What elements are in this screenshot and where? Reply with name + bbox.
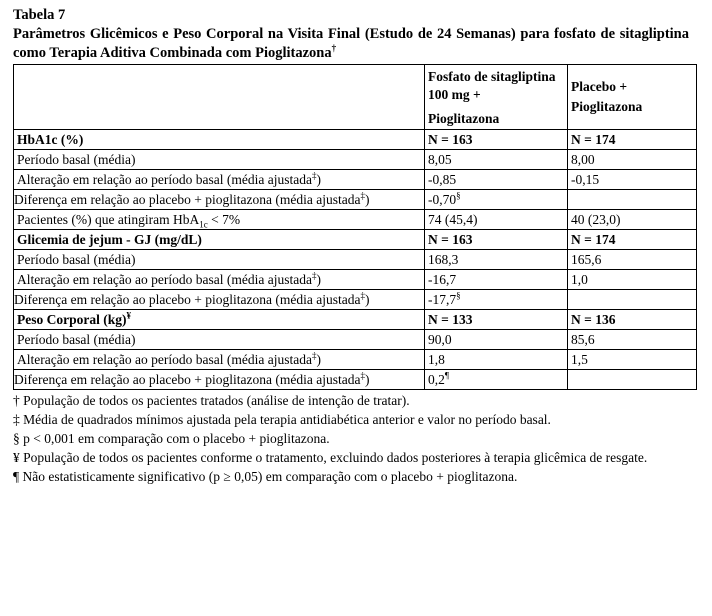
value-drug: 74 (45,4) (425, 210, 568, 230)
row-label-text: Alteração em relação ao período basal (média ajustada (17, 272, 312, 287)
table-row (14, 330, 697, 350)
value-placebo: 165,6 (568, 250, 697, 270)
table-row (14, 170, 697, 190)
value-drug (425, 290, 568, 310)
value-drug (425, 370, 568, 390)
header-placebo-line1: Placebo + (571, 79, 628, 94)
n-drug: N = 163 (425, 230, 568, 250)
header-empty-cell (14, 65, 425, 130)
value-placebo-empty (568, 190, 697, 210)
header-placebo (568, 65, 697, 130)
table-subtitle (13, 25, 689, 63)
footnote-mark: ‡ (311, 350, 317, 361)
value-placebo: 8,00 (568, 150, 697, 170)
table-row (14, 150, 697, 170)
row-label-text: Alteração em relação ao período basal (média ajustada (17, 352, 312, 367)
section-label-text: Peso Corporal (kg) (17, 312, 127, 327)
row-label-text: Pacientes (%) que atingiram HbA (17, 212, 200, 227)
table-title: Tabela 7 (13, 7, 66, 23)
footnote-mark: ¶ (444, 370, 449, 381)
table-row (14, 210, 697, 230)
value-placebo: 1,5 (568, 350, 697, 370)
header-drug (425, 65, 568, 130)
header-drug-line2: Pioglitazona (428, 111, 500, 126)
n-drug: N = 163 (425, 130, 568, 150)
value-placebo: 85,6 (568, 330, 697, 350)
value-text: -0,70 (428, 192, 457, 207)
table-row (14, 290, 697, 310)
value-drug: 90,0 (425, 330, 568, 350)
value-text: 0,2 (428, 372, 445, 387)
footnote-mark: § (456, 190, 461, 201)
footnote: ¶ Não estatisticamente significativo (p ≥ 0,05) em comparação com o placebo + pioglitazona. (13, 469, 518, 484)
section-label-text: HbA1c (%) (17, 132, 84, 147)
section-row (14, 230, 697, 250)
subtitle-footnote-mark: † (331, 43, 337, 54)
footnote: ¥ População de todos os pacientes conforme o tratamento, excluindo dados posteriores à terapia glicêmica de resgate. (13, 450, 648, 465)
header-drug-line1: Fosfato de sitagliptina 100 mg + (428, 69, 556, 102)
header-row (14, 65, 697, 130)
row-label: Período basal (média) (14, 250, 425, 270)
table-row (14, 350, 697, 370)
value-drug: -16,7 (425, 270, 568, 290)
subscript: 1c (199, 219, 208, 230)
row-label-text: Diferença em relação ao placebo + pioglitazona (média ajustada (14, 372, 361, 387)
row-label-text: < 7% (207, 212, 241, 227)
footnote: ‡ Média de quadrados mínimos ajustada pela terapia antidiabética anterior e valor no período basal. (13, 412, 551, 427)
n-drug: N = 133 (425, 310, 568, 330)
row-label: Período basal (média) (14, 330, 425, 350)
row-label: Diferença em relação ao placebo + pioglitazona (média ajustada‡) (14, 190, 425, 210)
section-label: Glicemia de jejum - GJ (mg/dL) (14, 230, 425, 250)
section-label (14, 310, 425, 330)
value-drug (425, 190, 568, 210)
footnote-mark: ¥ (126, 310, 131, 321)
n-placebo: N = 136 (568, 310, 697, 330)
footnote-mark: ‡ (311, 270, 317, 281)
value-drug: 1,8 (425, 350, 568, 370)
footnote-mark: ‡ (360, 290, 365, 301)
row-label-text: Alteração em relação ao período basal (média ajustada (17, 172, 312, 187)
row-label: Alteração em relação ao período basal (média ajustada‡) (14, 270, 425, 290)
row-label: Período basal (média) (14, 150, 425, 170)
row-label: Diferença em relação ao placebo + pioglitazona (média ajustada‡) (14, 370, 425, 390)
footnote-mark: ‡ (360, 190, 365, 201)
footnotes (13, 392, 689, 485)
value-drug: 168,3 (425, 250, 568, 270)
section-row (14, 310, 697, 330)
table-row (14, 250, 697, 270)
value-placebo: 40 (23,0) (568, 210, 697, 230)
table-row (14, 370, 697, 390)
n-placebo: N = 174 (568, 130, 697, 150)
row-label-text: Diferença em relação ao placebo + pioglitazona (média ajustada (14, 192, 361, 207)
footnote-mark: § (456, 290, 461, 301)
data-table (13, 64, 697, 390)
row-label: Alteração em relação ao período basal (média ajustada‡) (14, 170, 425, 190)
section-label (14, 130, 425, 150)
value-placebo-empty (568, 370, 697, 390)
n-placebo: N = 174 (568, 230, 697, 250)
value-placebo-empty (568, 290, 697, 310)
section-row (14, 130, 697, 150)
footnote: † População de todos os pacientes tratados (análise de intenção de tratar). (13, 393, 410, 408)
value-placebo: 1,0 (568, 270, 697, 290)
value-text: -17,7 (428, 292, 457, 307)
row-label: Diferença em relação ao placebo + pioglitazona (média ajustada‡) (14, 290, 425, 310)
subtitle-text: Parâmetros Glicêmicos e Peso Corporal na Visita Final (Estudo de 24 Semanas) para fosfato de sitagliptina como Terapia Aditiva Combinada com Pioglitazona (13, 26, 689, 61)
value-placebo: -0,15 (568, 170, 697, 190)
footnote-mark: ‡ (311, 170, 317, 181)
footnote-mark: ‡ (360, 370, 365, 381)
row-label: Alteração em relação ao período basal (média ajustada‡) (14, 350, 425, 370)
row-label-text: Diferença em relação ao placebo + pioglitazona (média ajustada (14, 292, 361, 307)
header-placebo-line2: Pioglitazona (571, 99, 643, 114)
table-row (14, 190, 697, 210)
table-row (14, 270, 697, 290)
footnote: § p < 0,001 em comparação com o placebo + pioglitazona. (13, 431, 330, 446)
document (13, 6, 689, 487)
value-drug: -0,85 (425, 170, 568, 190)
value-drug: 8,05 (425, 150, 568, 170)
row-label (14, 210, 425, 230)
